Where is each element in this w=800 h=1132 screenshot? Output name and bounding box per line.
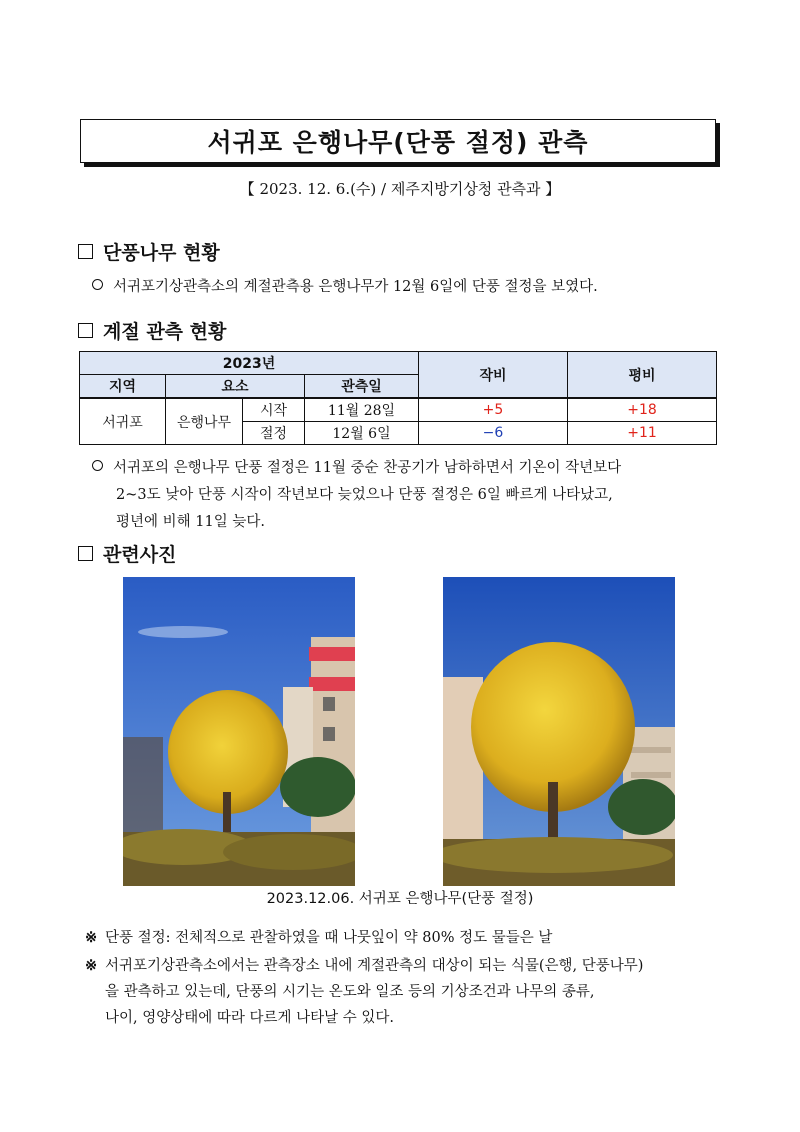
checkbox-square-icon <box>78 244 93 259</box>
last-year-diff-cell: +5 <box>419 398 568 422</box>
title-box <box>80 119 716 163</box>
note-definition <box>85 925 725 951</box>
circle-bullet-icon <box>92 460 103 471</box>
checkbox-square-icon <box>78 323 93 338</box>
page-subtitle: 【 2023. 12. 6.(수) / 제주지방기상청 관측과 】 <box>239 180 561 198</box>
date-header: 관측일 <box>305 375 419 399</box>
section-heading-seasonal <box>78 317 226 344</box>
date-cell: 12월 6일 <box>305 422 419 445</box>
seasonal-bullet <box>92 455 732 536</box>
region-header: 지역 <box>80 375 166 399</box>
section-heading-status <box>78 238 220 265</box>
circle-bullet-icon <box>92 279 103 290</box>
ginkgo-photo-1 <box>123 577 355 886</box>
date-cell: 11월 28일 <box>305 398 419 422</box>
section-heading-text: 관련사진 <box>103 544 177 566</box>
ginkgo-photo-2 <box>443 577 675 886</box>
element-header: 요소 <box>166 375 305 399</box>
note-line: 나이, 영양상태에 따라 다르게 나타날 수 있다. <box>105 1010 394 1026</box>
reference-mark-icon: ※ <box>85 929 98 946</box>
note-line: 서귀포기상관측소에서는 관측장소 내에 계절관측의 대상이 되는 식물(은행, 단풍나무) <box>105 958 644 974</box>
year-header: 2023년 <box>80 352 419 375</box>
normal-diff-cell: +11 <box>568 422 717 445</box>
section-heading-text: 단풍나무 현황 <box>103 242 220 264</box>
normal-diff-cell: +18 <box>568 398 717 422</box>
section-heading-photos <box>78 540 176 567</box>
reference-mark-icon: ※ <box>85 957 98 974</box>
page-title: 서귀포 은행나무(단풍 절정) 관측 <box>207 128 589 157</box>
phase-cell: 절정 <box>243 422 305 445</box>
normal-header: 평비 <box>568 352 717 399</box>
status-bullet-text: 서귀포기상관측소의 계절관측용 은행나무가 12월 6일에 단풍 절정을 보였다. <box>113 279 598 295</box>
section-heading-text: 계절 관측 현황 <box>103 321 227 343</box>
note-observation <box>85 953 725 1031</box>
seasonal-bullet-line: 서귀포의 은행나무 단풍 절정은 11월 중순 찬공기가 남하하면서 기온이 작년보다 <box>113 460 622 476</box>
element-cell: 은행나무 <box>166 398 243 445</box>
observation-table <box>79 351 717 445</box>
table-row <box>80 398 717 422</box>
status-bullet <box>92 274 732 301</box>
checkbox-square-icon <box>78 546 93 561</box>
photo-caption: 2023.12.06. 서귀포 은행나무(단풍 절정) <box>266 891 534 907</box>
seasonal-bullet-line: 평년에 비해 11일 늦다. <box>116 514 265 530</box>
region-cell: 서귀포 <box>80 398 166 445</box>
last-year-header: 작비 <box>419 352 568 399</box>
note-line: 을 관측하고 있는데, 단풍의 시기는 온도와 일조 등의 기상조건과 나무의 종류, <box>105 984 595 1000</box>
note-line: 단풍 절정: 전체적으로 관찰하였을 때 나뭇잎이 약 80% 정도 물들은 날 <box>105 930 553 946</box>
seasonal-bullet-line: 2~3도 낮아 단풍 시작이 작년보다 늦었으나 단풍 절정은 6일 빠르게 나타났고, <box>116 487 613 503</box>
last-year-diff-cell: −6 <box>419 422 568 445</box>
phase-cell: 시작 <box>243 398 305 422</box>
